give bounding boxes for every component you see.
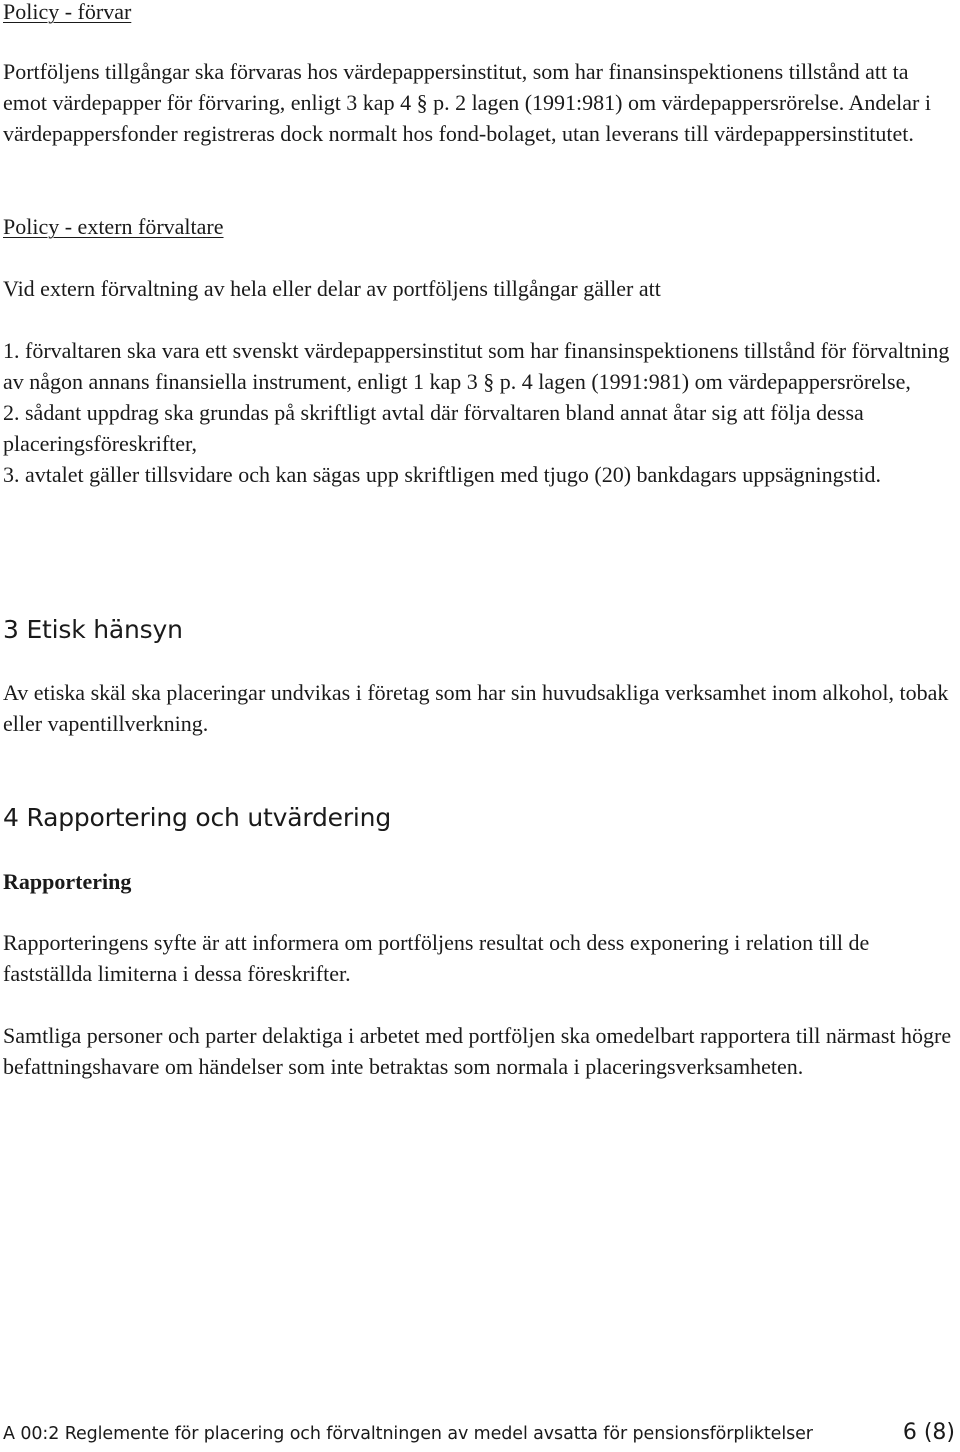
policy-extern-intro: Vid extern förvaltning av hela eller delar av portföljens tillgångar gäller att (3, 276, 661, 301)
etisk-hansyn-paragraph: Av etiska skäl ska placeringar undvikas i företag som har sin huvudsakliga verksamhet inom alkohol, tobak eller vapentillverkning. (3, 680, 949, 736)
etisk-hansyn-heading: 3 Etisk hänsyn (3, 615, 183, 644)
list-item: 1. förvaltaren ska vara ett svenskt värdepappersinstitut som har finansinspektionens tillstånd för förvaltning av någon annans finansiella instrument, enligt 1 kap 3 § p. 4 lagen (1991:981) om värdepappersrörelse, (3, 338, 950, 394)
policy-extern-heading: Policy - extern förvaltare (3, 214, 224, 239)
rapportering-subheading: Rapportering (3, 869, 132, 894)
list-item: 2. sådant uppdrag ska grundas på skriftligt avtal där förvaltaren bland annat åtar sig att följa dessa placeringsföreskrifter, (3, 400, 864, 456)
policy-forvar-paragraph: Portföljens tillgångar ska förvaras hos värdepappersinstitut, som har finansinspektionens tillstånd att ta emot värdepapper för förvaring, enligt 3 kap 4 § p. 2 lagen (1991:981) om värdepappersrörelse. Andelar i värdepappersfonder registreras dock normalt hos fond-bolaget, utan leverans till värdepappersinstitutet. (3, 59, 931, 146)
page-footer (3, 1418, 955, 1446)
policy-forvar-heading: Policy - förvar (3, 0, 132, 24)
list-item: 3. avtalet gäller tillsvidare och kan sägas upp skriftligen med tjugo (20) bankdagars uppsägningstid. (3, 462, 881, 487)
rapportering-paragraph-1: Rapporteringens syfte är att informera om portföljens resultat och dess exponering i relation till de fastställda limiterna i dessa föreskrifter. (3, 930, 870, 986)
page-number: 6 (8) (902, 1420, 955, 1445)
footer-document-title: A 00:2 Reglemente för placering och förvaltningen av medel avsatta för pensionsförpliktelser (3, 1424, 813, 1444)
policy-extern-list (3, 335, 955, 490)
rapportering-section-heading: 4 Rapportering och utvärdering (3, 803, 391, 832)
rapportering-paragraph-2: Samtliga personer och parter delaktiga i arbetet med portföljen ska omedelbart rapportera till närmast högre befattningshavare om händelser som inte betraktas som normala i placeringsverksamheten. (3, 1023, 952, 1079)
